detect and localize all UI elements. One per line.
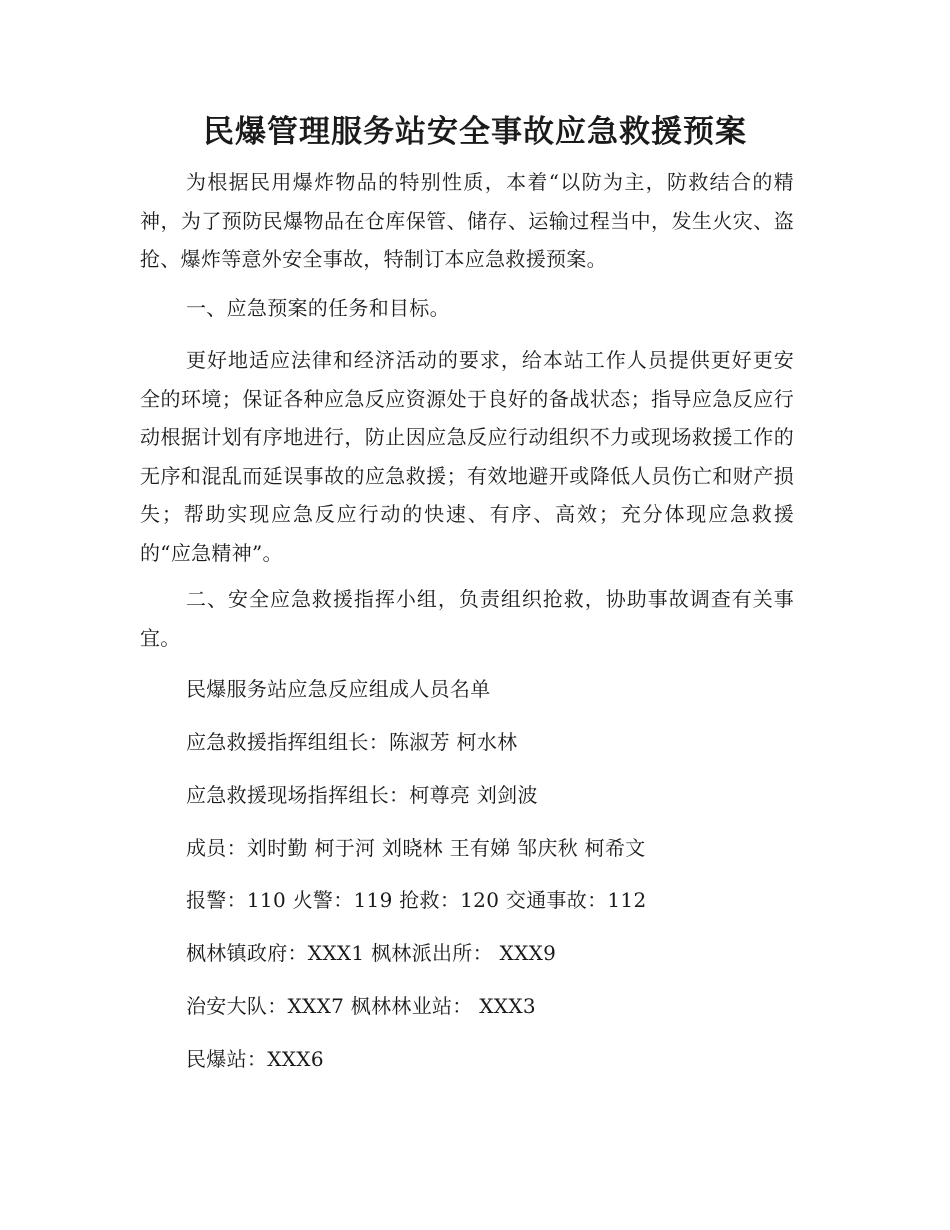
contact-line-1: 枫林镇政府：XXX1 枫林派出所： XXX9 (186, 941, 557, 965)
contact-line-2: 治安大队：XXX7 枫林林业站： XXX3 (186, 994, 536, 1018)
field-commander-line: 应急救援现场指挥组长：柯尊亮 刘剑波 (186, 783, 538, 807)
contact-line-3: 民爆站：XXX6 (186, 1047, 324, 1071)
roster-title: 民爆服务站应急反应组成人员名单 (186, 677, 491, 701)
document-title: 民爆管理服务站安全事故应急救援预案 (203, 114, 747, 150)
section-1-body: 更好地适应法律和经济活动的要求，给本站工作人员提供更好更安全的环境；保证各种应急反应资源处于良好的备战状态；指导应急反应行动根据计划有序地进行，防止因应急反应行动组织不力或现场救援工作的无序和混乱而延误事故的应急救援；有效地避开或降低人员伤亡和财产损失；帮助实现应急反应行动的快速、有序、高效；充分体现应急救援的“应急精神”。 (140, 348, 794, 565)
emergency-numbers-line: 报警：110 火警：119 抢救：120 交通事故：112 (186, 888, 647, 912)
commander-line: 应急救援指挥组组长：陈淑芳 柯水林 (186, 730, 518, 754)
section-1-heading: 一、应急预案的任务和目标。 (186, 296, 450, 320)
intro-paragraph: 为根据民用爆炸物品的特别性质，本着“以防为主，防救结合的精神，为了预防民爆物品在仓库保管、储存、运输过程当中，发生火灾、盗抢、爆炸等意外安全事故，特制订本应急救援预案。 (140, 170, 794, 271)
members-line: 成员：刘时勤 柯于河 刘晓林 王有娣 邹庆秋 柯希文 (186, 836, 646, 860)
section-2-heading: 二、安全应急救援指挥小组，负责组织抢救，协助事故调查有关事宜。 (140, 587, 794, 650)
